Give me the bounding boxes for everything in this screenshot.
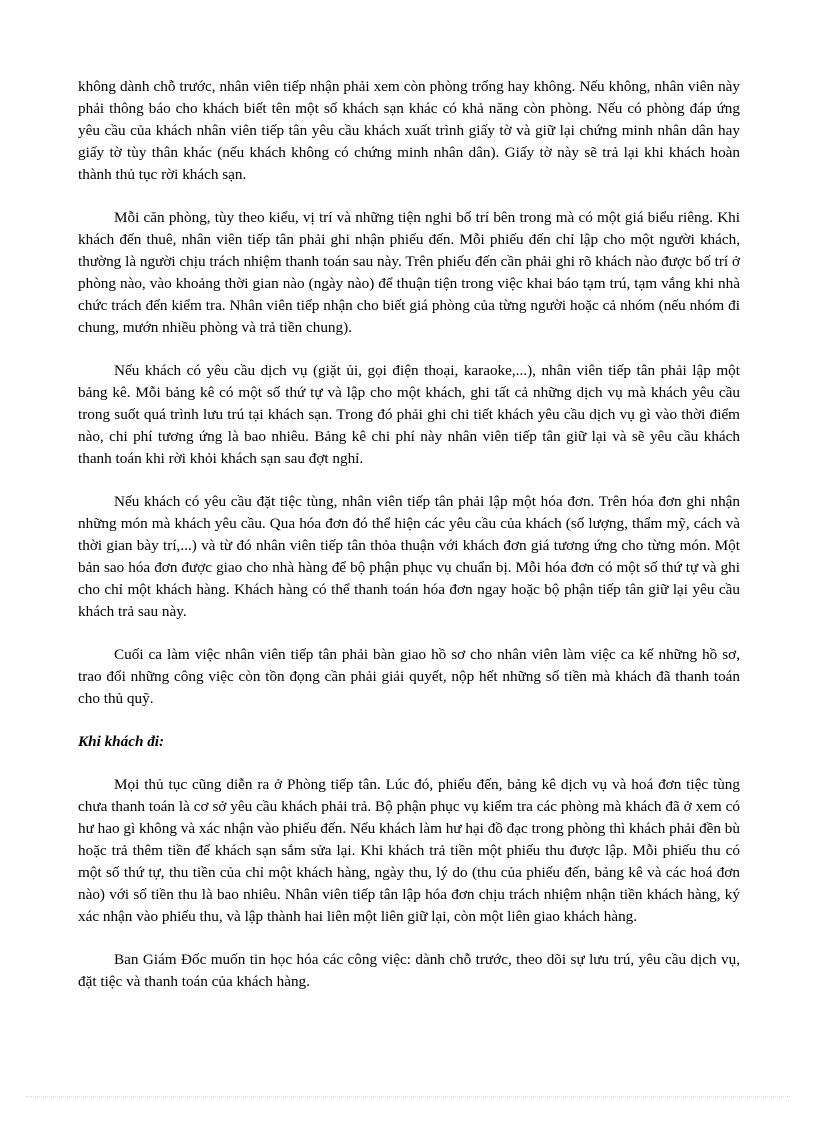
paragraph-check-in-form: Mỗi căn phòng, tùy theo kiểu, vị trí và những tiện nghi bố trí bên trong mà có một giá biểu riêng. Khi khách đến thuê, nhân viên tiếp tân phải ghi nhận phiếu đến. Mỗi phiếu đến chỉ lập cho một người khách, thường là người chịu trách nhiệm thanh toán sau này. Trên phiếu đến cần phải ghi rõ khách nào được bố trí ở phòng nào, vào khoảng thời gian nào (ngày nào) để thuận tiện trong việc khai báo tạm trú, tạm vắng khi nhà chức trách đến kiểm tra. Nhân viên tiếp nhận cho biết giá phòng của từng người hoặc cả nhóm (nếu nhóm đi chung, mướn nhiều phòng và trả tiền chung). [78, 209, 740, 336]
document-page [78, 76, 740, 993]
paragraph-management-goal: Ban Giám Đốc muốn tin học hóa các công việc: dành chỗ trước, theo dõi sự lưu trú, yêu cầu dịch vụ, đặt tiệc và thanh toán của khách hàng. [78, 951, 740, 990]
paragraph-party-invoice: Nếu khách có yêu cầu đặt tiệc tùng, nhân viên tiếp tân phải lập một hóa đơn. Trên hóa đơn ghi nhận những món mà khách yêu cầu. Qua hóa đơn đó thể hiện các yêu cầu của khách (số lượng, thẩm mỹ, cách và thời gian bày trí,...) và từ đó nhân viên tiếp tân thỏa thuận với khách đơn giá tương ứng cho từng món. Một bản sao hóa đơn được giao cho nhà hàng để bộ phận phục vụ chuẩn bị. Mỗi hóa đơn có một số thứ tự và ghi cho chỉ một khách hàng. Khách hàng có thể thanh toán hóa đơn ngay hoặc bộ phận tiếp tân giữ lại yêu cầu khách trả sau này. [78, 493, 740, 620]
section-heading-checkout: Khi khách đi: [78, 733, 165, 750]
paragraph-room-availability: không dành chỗ trước, nhân viên tiếp nhận phải xem còn phòng trống hay không. Nếu không, nhân viên này phải thông báo cho khách biết tên một số khách sạn khác có khả năng còn phòng. Nếu có phòng đáp ứng yêu cầu của khách nhân viên tiếp tân yêu cầu khách xuất trình giấy tờ và giữ lại chứng minh nhân dân hay giấy tờ tùy thân khác (nếu khách không có chứng minh nhân dân). Giấy tờ này sẽ trả lại khi khách hoàn thành thủ tục rời khách sạn. [78, 78, 740, 183]
paragraph-shift-handover: Cuối ca làm việc nhân viên tiếp tân phải bàn giao hồ sơ cho nhân viên làm việc ca kế những hồ sơ, trao đổi những công việc còn tồn đọng cần phải giải quyết, nộp hết những số tiền mà khách đã thanh toán cho thủ quỹ. [78, 646, 740, 707]
paragraph-checkout-procedure: Mọi thủ tục cũng diễn ra ở Phòng tiếp tân. Lúc đó, phiếu đến, bảng kê dịch vụ và hoá đơn tiệc tùng chưa thanh toán là cơ sở yêu cầu khách phải trả. Bộ phận phục vụ kiểm tra các phòng mà khách đã ở xem có hư hao gì không và xác nhận vào phiếu đến. Nếu khách làm hư hại đồ đạc trong phòng thì khách phải đền bù hoặc trả thêm tiền để khách sạn sắm sửa lại. Khi khách trả tiền một phiếu thu được lập. Mỗi phiếu thu có một số thứ tự, thu tiền của chỉ một khách hàng, ngày thu, lý do (thu của phiếu đến, bảng kê và các hoá đơn nào) với số tiền thu là bao nhiêu. Nhân viên tiếp tân lập hóa đơn chịu trách nhiệm nhận tiền khách hàng, ký xác nhận vào phiếu thu, và lập thành hai liên một liên giữ lại, còn một liên giao khách hàng. [78, 776, 740, 925]
paragraph-service-list: Nếu khách có yêu cầu dịch vụ (giặt ủi, gọi điện thoại, karaoke,...), nhân viên tiếp tân phải lập một bảng kê. Mỗi bảng kê có một số thứ tự và lập cho một khách, ghi tất cả những dịch vụ mà khách yêu cầu trong suốt quá trình lưu trú tại khách sạn. Trong đó phải ghi chi tiết khách yêu cầu dịch vụ gì vào thời điểm nào, chi phí tương ứng là bao nhiêu. Bảng kê chi phí này nhân viên tiếp tân giữ lại và sẽ yêu cầu khách thanh toán khi rời khỏi khách sạn sau đợt nghỉ. [78, 362, 740, 467]
page-bottom-divider [26, 1096, 790, 1097]
